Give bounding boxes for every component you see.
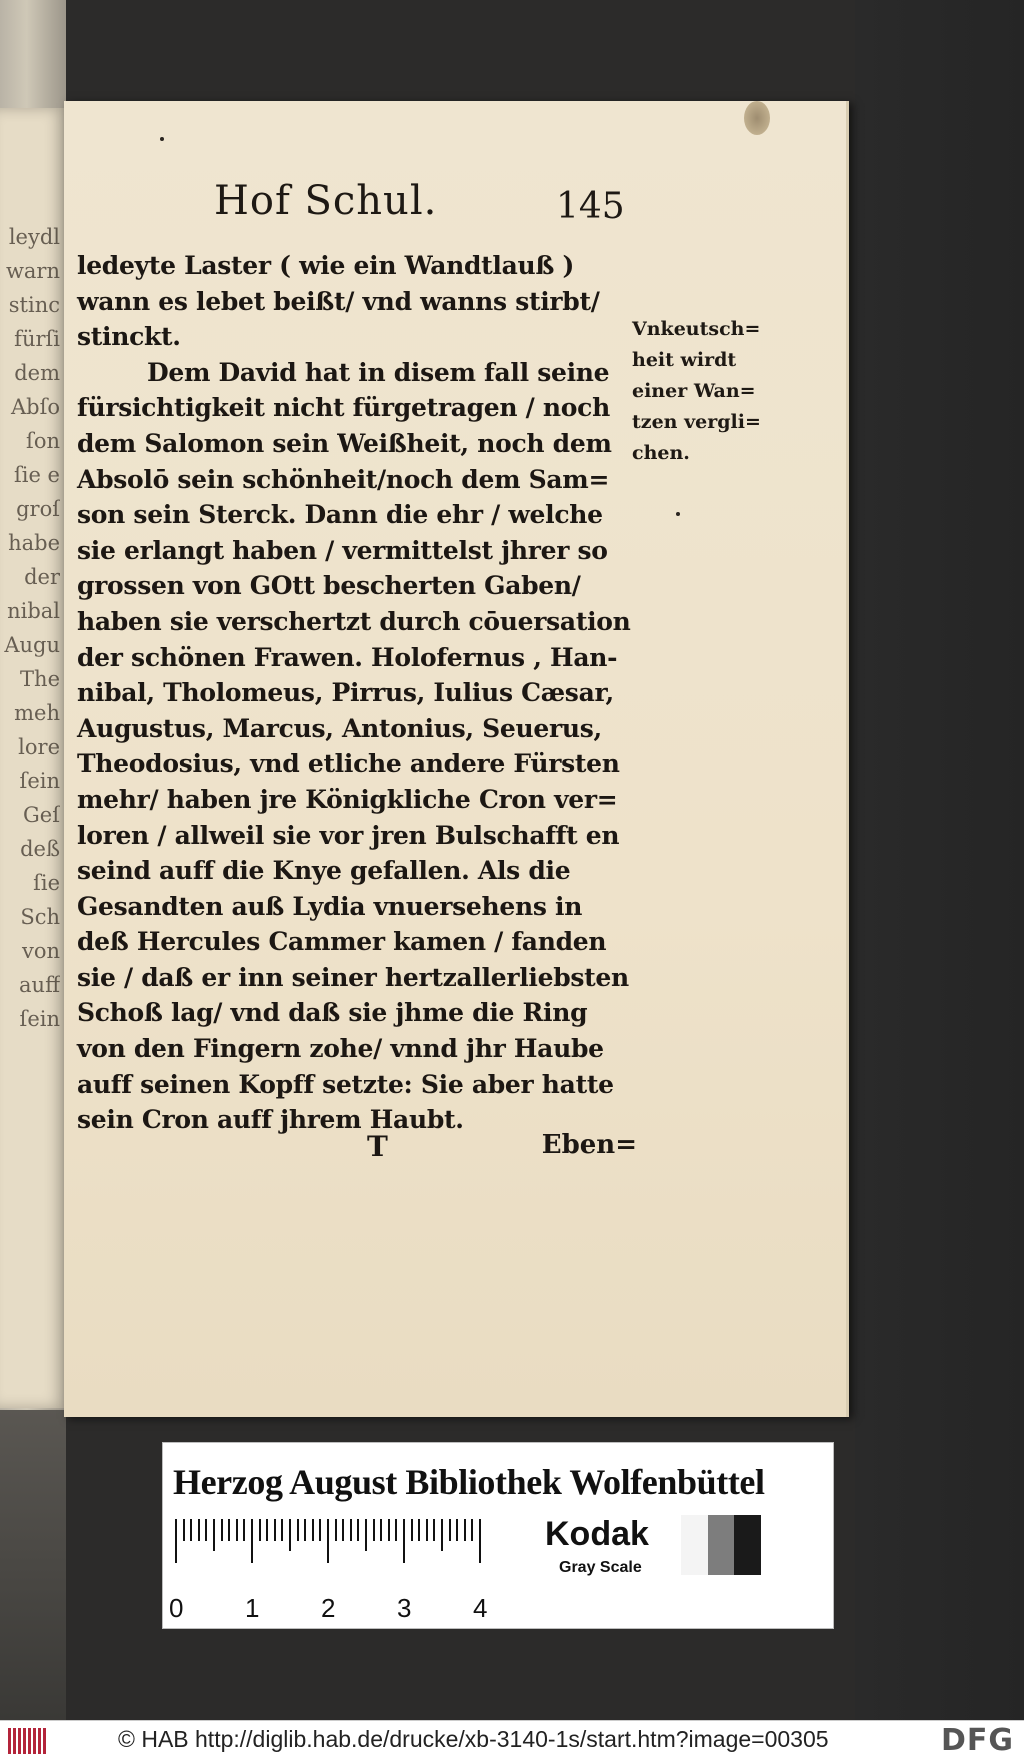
previous-page-fragment: fürſi — [14, 327, 60, 351]
text-line: fürsichtigkeit nicht fürgetragen / noch — [77, 393, 610, 423]
ruler-tick — [183, 1519, 185, 1541]
gray-swatch — [681, 1515, 708, 1575]
text-line: dem Salomon sein Weißheit, noch dem — [77, 428, 612, 458]
text-line: der schönen Frawen. Holofernus , Han- — [77, 642, 618, 672]
body-text — [77, 248, 637, 1138]
ruler-tick — [266, 1519, 268, 1541]
marginal-note — [632, 314, 772, 469]
ruler-tick — [426, 1519, 428, 1541]
ruler-tick — [449, 1519, 451, 1541]
text-line: loren / allweil sie vor jren Bulschafft en — [77, 820, 620, 850]
running-head: Hof Schul. — [214, 178, 438, 224]
previous-page-fragment: Sch — [20, 905, 60, 929]
text-line: Dem David hat in disem fall seine — [147, 357, 610, 387]
text-line: mehr/ haben jre Königkliche Cron ver= — [77, 784, 618, 814]
previous-page-fragment: ſein — [19, 1007, 60, 1031]
ruler-tick — [228, 1519, 230, 1541]
previous-page-fragment: Geſ — [23, 803, 60, 827]
previous-page-fragment: deß — [20, 837, 60, 861]
text-line: sie erlangt haben / vermittelst jhrer so — [77, 535, 608, 565]
previous-page-fragment: leydl — [8, 225, 60, 249]
ruler-tick — [243, 1519, 245, 1541]
previous-page-fragment: dem — [14, 361, 60, 385]
ruler-number: 0 — [169, 1593, 184, 1623]
kodak-logo: Kodak — [545, 1515, 649, 1553]
ruler-tick — [274, 1519, 276, 1541]
text-line: auff seinen Kopff setzte: Sie aber hatte — [77, 1069, 614, 1099]
previous-page-fragment: nibal — [7, 599, 60, 623]
ruler-tick — [433, 1519, 435, 1541]
text-line: Absolō sein schönheit/noch dem Sam= — [77, 464, 610, 494]
ruler-tick — [289, 1519, 291, 1551]
ruler-tick — [304, 1519, 306, 1541]
catchword: Eben= — [541, 1130, 637, 1160]
previous-page-fragment: habe — [8, 531, 60, 555]
ruler-tick — [479, 1519, 481, 1563]
previous-page-fragment: ſie — [33, 871, 60, 895]
text-line: sie / daß er inn seiner hertzallerliebsten — [77, 962, 629, 992]
page-foot — [77, 1130, 637, 1170]
ruler-tick — [319, 1519, 321, 1541]
speck — [676, 512, 680, 516]
text-line: sein Cron auff jhrem Haubt. — [77, 1105, 464, 1135]
ruler-tick — [411, 1519, 413, 1541]
ruler-tick — [175, 1519, 177, 1563]
ruler-tick — [281, 1519, 283, 1541]
ruler-tick — [357, 1519, 359, 1541]
background-right — [855, 0, 1024, 1720]
text-line: son sein Sterck. Dann die ehr / welche — [77, 500, 603, 530]
previous-page-edge — [0, 108, 68, 1408]
previous-page-fragment: der — [24, 565, 60, 589]
ruler-tick — [190, 1519, 192, 1541]
hab-logo-icon — [8, 1728, 48, 1754]
color-target-card — [162, 1442, 834, 1629]
ruler-tick — [441, 1519, 443, 1551]
text-line: Theodosius, vnd etliche andere Fürsten — [77, 749, 620, 779]
ruler-tick — [380, 1519, 382, 1541]
previous-page-fragment: von — [21, 939, 60, 963]
previous-page-fragment: lore — [18, 735, 60, 759]
text-line: seind auff die Knye gefallen. Als die — [77, 856, 571, 886]
ruler-tick — [259, 1519, 261, 1541]
ruler-tick — [464, 1519, 466, 1541]
ruler-tick — [335, 1519, 337, 1541]
ruler-tick — [388, 1519, 390, 1541]
footer-bar — [0, 1720, 1024, 1759]
previous-page-fragment: ſon — [26, 429, 60, 453]
gray-swatches — [681, 1515, 761, 1575]
text-line: grossen von GOtt bescherten Gaben/ — [77, 571, 581, 601]
ruler-tick — [350, 1519, 352, 1541]
ruler-number: 4 — [473, 1593, 488, 1623]
ruler-tick — [198, 1519, 200, 1541]
text-line: stinckt. — [77, 322, 181, 352]
previous-page-fragment: auff — [19, 973, 60, 997]
text-line: nibal, Tholomeus, Pirrus, Iulius Cæsar, — [77, 678, 614, 708]
ruler-tick — [403, 1519, 405, 1563]
ruler-number: 1 — [245, 1593, 260, 1623]
text-line: Schoß lag/ vnd daß sie jhme die Ring — [77, 998, 588, 1028]
book-edge-shadow — [0, 1410, 66, 1720]
previous-page-fragment: ſein — [19, 769, 60, 793]
ruler-tick — [365, 1519, 367, 1551]
page-number: 145 — [556, 186, 625, 227]
marginal-line: chen. — [632, 442, 690, 464]
marginal-line: heit wirdt — [632, 349, 737, 371]
gray-swatch — [708, 1515, 735, 1575]
ruler-tick — [342, 1519, 344, 1541]
marginal-line: tzen vergli= — [632, 411, 761, 433]
text-line: Augustus, Marcus, Antonius, Seuerus, — [77, 713, 602, 743]
ruler-tick — [221, 1519, 223, 1541]
previous-page-fragment: The — [20, 667, 60, 691]
ruler-tick — [236, 1519, 238, 1541]
ruler-tick — [297, 1519, 299, 1541]
text-line: von den Fingern zohe/ vnnd jhr Haube — [77, 1034, 604, 1064]
text-line: wann es lebet beißt/ vnd wanns stirbt/ — [77, 286, 600, 316]
ruler-tick — [327, 1519, 329, 1563]
ruler-tick — [312, 1519, 314, 1541]
footer-citation[interactable]: © HAB http://diglib.hab.de/drucke/xb-3140-1s/start.htm?image=00305 — [118, 1726, 829, 1752]
previous-page-fragment: Augu — [4, 633, 60, 657]
previous-page-fragment: warn — [5, 259, 60, 283]
ruler-tick — [205, 1519, 207, 1541]
text-line: deß Hercules Cammer kamen / fanden — [77, 927, 607, 957]
previous-page-fragment: meh — [14, 701, 60, 725]
ruler-tick — [251, 1519, 253, 1563]
ruler-number: 3 — [397, 1593, 412, 1623]
previous-page-fragment: Abſo — [10, 395, 60, 419]
ruler-number: 2 — [321, 1593, 336, 1623]
institution-name: Herzog August Bibliothek Wolfenbüttel — [173, 1462, 765, 1502]
marginal-line: Vnkeutsch= — [632, 318, 761, 340]
gray-scale-label: Gray Scale — [559, 1559, 642, 1576]
ruler-tick — [395, 1519, 397, 1541]
text-line: Gesandten auß Lydia vnuersehens in — [77, 891, 583, 921]
text-line: ledeyte Laster ( wie ein Wandtlauß ) — [77, 251, 575, 280]
previous-page-fragment: groſ — [16, 497, 60, 521]
marginal-line: einer Wan= — [632, 380, 756, 402]
ruler-tick — [456, 1519, 458, 1541]
dfg-logo: DFG — [940, 1723, 1014, 1758]
previous-page-fragment: stinc — [8, 293, 60, 317]
speck — [160, 137, 164, 141]
ruler-tick — [471, 1519, 473, 1541]
gray-swatch — [734, 1515, 761, 1575]
previous-page-fragment: ſie e — [13, 463, 60, 487]
ruler-tick — [373, 1519, 375, 1541]
ruler-scale — [169, 1519, 488, 1623]
ruler-tick — [418, 1519, 420, 1541]
text-line: haben sie verschertzt durch cōuersation — [77, 606, 631, 636]
ruler-tick — [213, 1519, 215, 1551]
page-stain — [744, 101, 770, 135]
signature-mark: T — [367, 1130, 388, 1163]
